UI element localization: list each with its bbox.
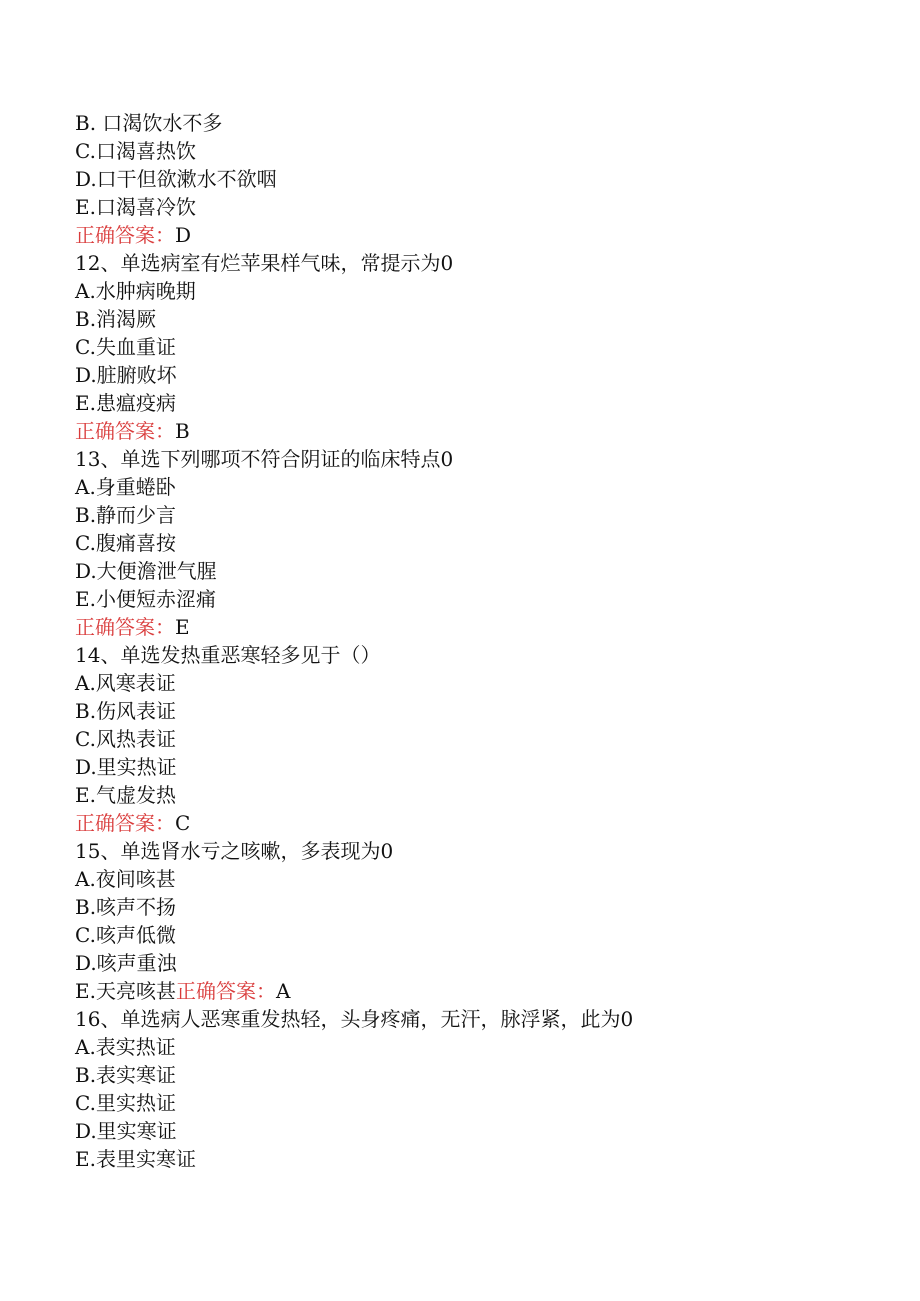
option-a: A.风寒表证 — [75, 671, 176, 695]
answer-line — [75, 221, 875, 249]
question-text: 13、单选下列哪项不符合阴证的临床特点0 — [75, 447, 454, 471]
option-b: B.静而少言 — [75, 503, 177, 527]
document-body — [75, 109, 875, 1173]
option-e: E.表里实寒证 — [75, 1147, 196, 1171]
question-text: 14、单选发热重恶寒轻多见于（） — [75, 643, 381, 667]
answer-label: 正确答案： — [75, 615, 175, 639]
answer-label: 正确答案： — [75, 811, 175, 835]
question-text: 16、单选病人恶寒重发热轻，头身疼痛，无汗，脉浮紧，此为0 — [75, 1007, 634, 1031]
option-d: D.里实寒证 — [75, 1119, 177, 1143]
answer-label: 正确答案： — [75, 419, 175, 443]
option-d: D.口干但欲漱水不欲咽 — [75, 167, 277, 191]
option-e: E.小便短赤涩痛 — [75, 587, 216, 611]
option-e: E.口渴喜冷饮 — [75, 195, 196, 219]
option-e: E.患瘟疫病 — [75, 391, 176, 415]
option-b: B.表实寒证 — [75, 1063, 177, 1087]
option-d: D.大便澹泄气腥 — [75, 559, 217, 583]
answer-value: A — [275, 979, 291, 1003]
option-c: C.风热表证 — [75, 727, 176, 751]
option-b: B.咳声不扬 — [75, 895, 177, 919]
option-b: B. 口渴饮水不多 — [75, 111, 223, 135]
option-a: A.身重蜷卧 — [75, 475, 176, 499]
answer-line — [75, 809, 875, 837]
option-c: C.腹痛喜按 — [75, 531, 176, 555]
answer-label: 正确答案： — [75, 223, 175, 247]
question-text: 12、单选病室有烂苹果样气味，常提示为0 — [75, 251, 454, 275]
option-e: E.天亮咳甚 — [75, 979, 176, 1003]
option-a: A.夜间咳甚 — [75, 867, 176, 891]
answer-value: E — [175, 615, 190, 639]
option-d: D.脏腑败坏 — [75, 363, 177, 387]
option-c: C.口渴喜热饮 — [75, 139, 196, 163]
answer-value: D — [175, 223, 192, 247]
option-e-with-answer — [75, 977, 875, 1005]
question-text: 15、单选肾水亏之咳嗽，多表现为0 — [75, 839, 394, 863]
option-b: B.伤风表证 — [75, 699, 177, 723]
option-c: C.咳声低微 — [75, 923, 176, 947]
option-c: C.里实热证 — [75, 1091, 176, 1115]
answer-line — [75, 417, 875, 445]
option-b: B.消渴厥 — [75, 307, 157, 331]
option-a: A.水肿病晚期 — [75, 279, 196, 303]
answer-value: B — [175, 419, 190, 443]
option-c: C.失血重证 — [75, 335, 176, 359]
option-a: A.表实热证 — [75, 1035, 176, 1059]
answer-line — [75, 613, 875, 641]
answer-value: C — [175, 811, 191, 835]
option-e: E.气虚发热 — [75, 783, 176, 807]
option-d: D.里实热证 — [75, 755, 177, 779]
answer-label: 正确答案： — [175, 979, 276, 1003]
option-d: D.咳声重浊 — [75, 951, 177, 975]
